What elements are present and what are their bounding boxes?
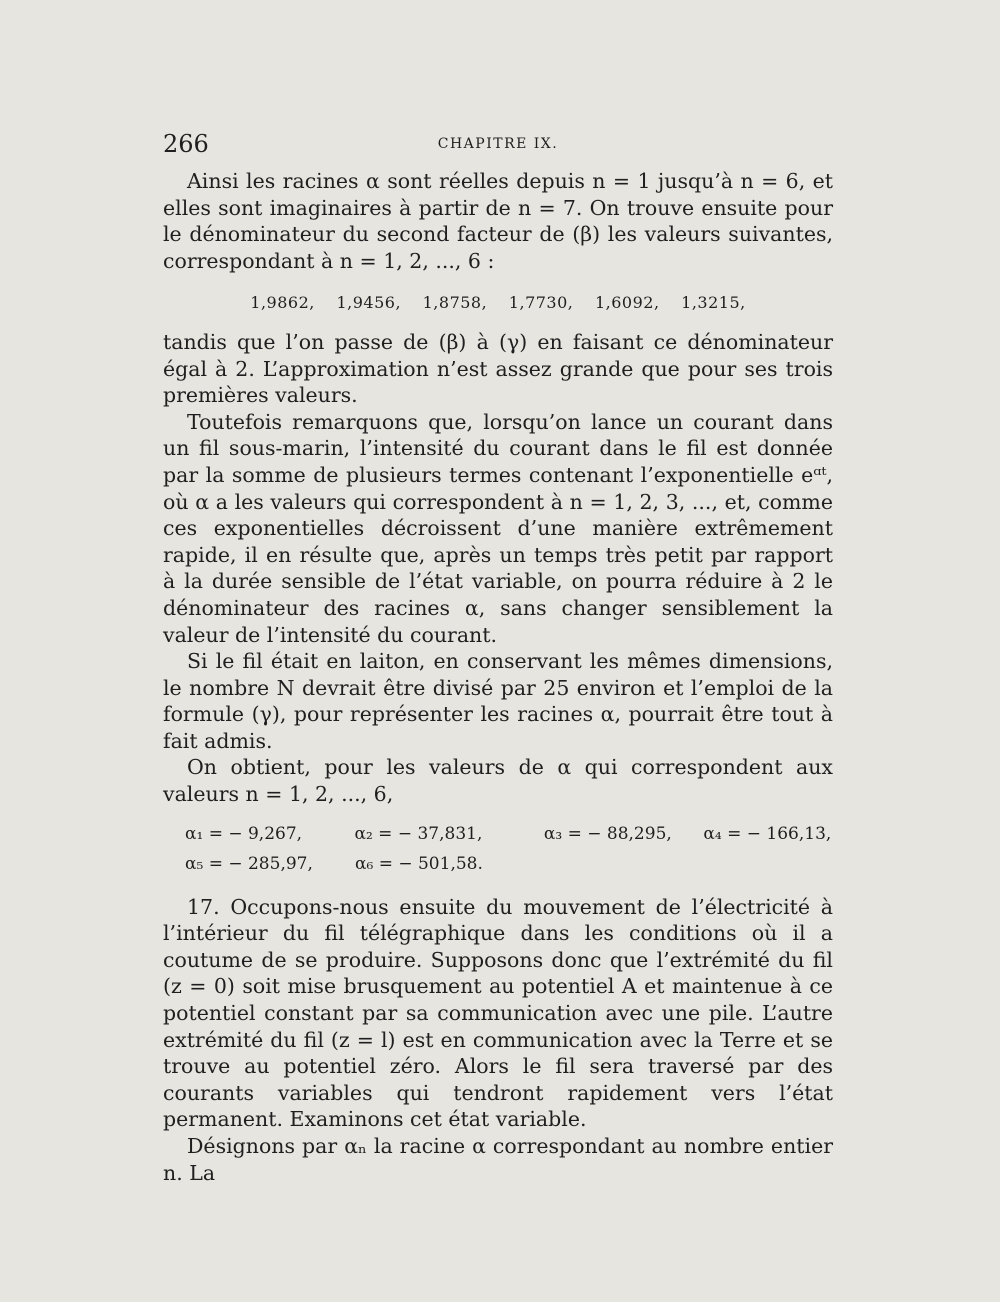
- page-number: 266: [163, 130, 209, 158]
- denominator-value: 1,8758,: [422, 293, 488, 313]
- paragraph: Si le fil était en laiton, en conservant les mêmes dimensions, le nombre N devrait être divisé par 25 environ et l’emploi de la formule (γ), pour représenter les racines α, pourrait être tout à fait admis.: [163, 649, 833, 753]
- alpha-values: [163, 820, 833, 880]
- denominator-value: 1,9862,: [250, 293, 315, 313]
- alpha-value: α₄ = − 166,13,: [703, 824, 832, 845]
- paragraph: On obtient, pour les valeurs de α qui correspondent aux valeurs n = 1, 2, ..., 6,: [163, 755, 833, 807]
- running-head: CHAPITRE IX.: [437, 136, 559, 152]
- alpha-value: α₁ = − 9,267,: [185, 824, 303, 845]
- paragraph: 17. Occupons-nous ensuite du mouvement de l’électricité à l’intérieur du fil télégraphique dans les conditions où il a coutume de se produire. Supposons donc que l’extrémité du fil (z = 0) soit mise brusquement au potentiel A et maintenue à ce potentiel constant par sa communication avec une pile. L’autre extrémité du fil (z = l) est en communication avec la Terre et se trouve au potentiel zéro. Alors le fil sera traversé par des courants variables qui tendront rapidement vers l’état permanent. Examinons cet état variable.: [163, 894, 833, 1132]
- denominator-value: 1,7730,: [508, 293, 574, 313]
- alpha-line: [163, 820, 833, 850]
- denominator-value: 1,3215,: [681, 293, 746, 313]
- page-header: [163, 130, 833, 162]
- paragraph: Toutefois remarquons que, lorsqu’on lance un courant dans un fil sous-marin, l’intensité du courant dans le fil est donnée par la somme de plusieurs termes contenant l’exponentielle eᵅᵗ, où α a les valeurs qui correspondent à n = 1, 2, 3, ..., et, comme ces exponentielles décroissent d’une manière extrêmement rapide, il en résulte que, après un temps très petit par rapport à la durée sensible de l’état variable, on pourra réduire à 2 le dénominateur des racines α, sans changer sensiblement la valeur de l’intensité du courant.: [163, 409, 833, 647]
- paragraph: tandis que l’on passe de (β) à (γ) en faisant ce dénominateur égal à 2. L’approximation n’est assez grande que pour ses trois premières valeurs.: [163, 329, 833, 408]
- denominator-value: 1,9456,: [336, 293, 402, 313]
- denominator-value: 1,6092,: [594, 293, 660, 313]
- alpha-value: α₅ = − 285,97,: [185, 854, 313, 875]
- denominator-values: [163, 290, 833, 317]
- paragraph: Désignons par αₙ la racine α correspondant au nombre entier n. La: [163, 1134, 833, 1185]
- alpha-value: α₃ = − 88,295,: [543, 824, 672, 845]
- body-text: [163, 168, 833, 1186]
- alpha-line: [163, 850, 833, 880]
- alpha-value: α₂ = − 37,831,: [354, 824, 483, 845]
- paragraph: Ainsi les racines α sont réelles depuis n = 1 jusqu’à n = 6, et elles sont imaginaires à partir de n = 7. On trouve ensuite pour le dénominateur du second facteur de (β) les valeurs suivantes, correspondant à n = 1, 2, ..., 6 :: [163, 169, 833, 273]
- alpha-value: α₆ = − 501,58.: [355, 854, 483, 875]
